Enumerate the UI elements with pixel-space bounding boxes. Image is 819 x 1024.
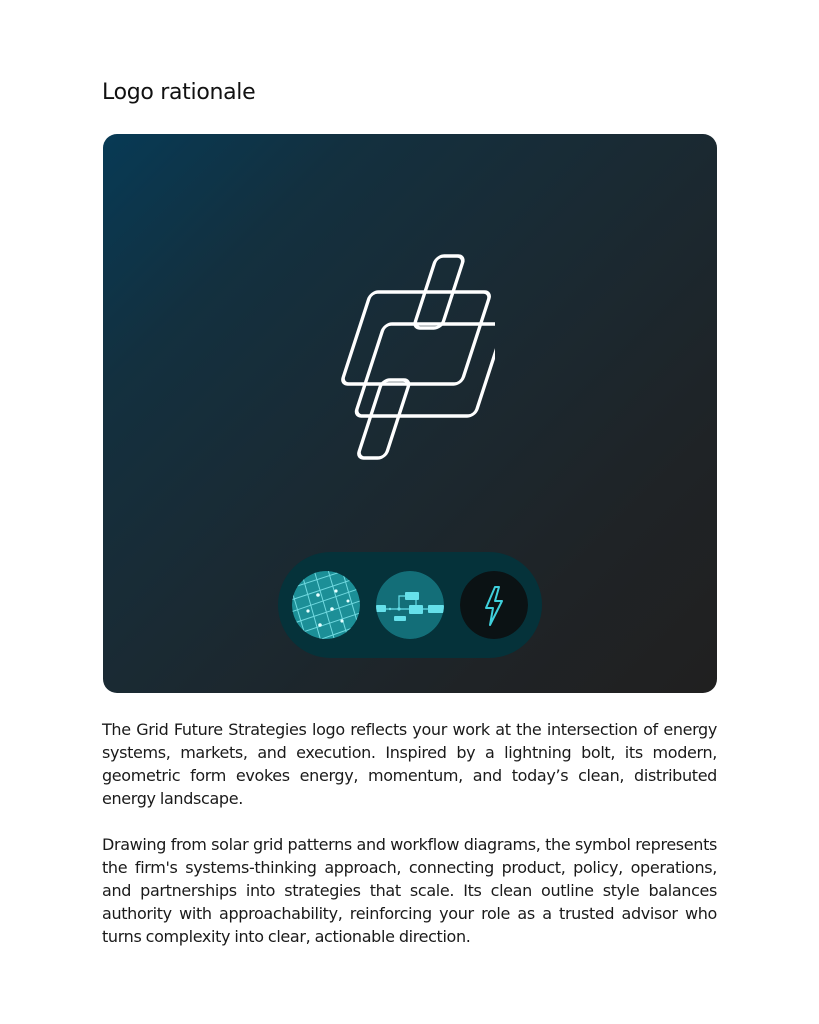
lightning-bolt-icon bbox=[460, 571, 528, 639]
page-title: Logo rationale bbox=[102, 80, 256, 105]
lightning-bolt-logo-icon bbox=[325, 252, 495, 462]
workflow-diagram-icon bbox=[376, 571, 444, 639]
solar-grid-icon bbox=[292, 571, 360, 639]
icon-strip bbox=[278, 552, 542, 658]
body-paragraph-2: Drawing from solar grid patterns and workflow diagrams, the symbol represents the firm's systems-thinking approach, connecting product, policy, operations, and partnerships into strategies that scale. Its clean outline style balances authority with approachability, reinforcing your role as a trusted advisor who turns complexity into clear, actionable direction. bbox=[102, 835, 717, 946]
logo-hero-panel bbox=[103, 134, 717, 693]
body-paragraph-1: The Grid Future Strategies logo reflects your work at the intersection of energy systems, markets, and execution. Inspired by a lightning bolt, its modern, geometric form evokes energy, momentum, and today’s clean, distributed energy landscape. bbox=[102, 720, 717, 808]
